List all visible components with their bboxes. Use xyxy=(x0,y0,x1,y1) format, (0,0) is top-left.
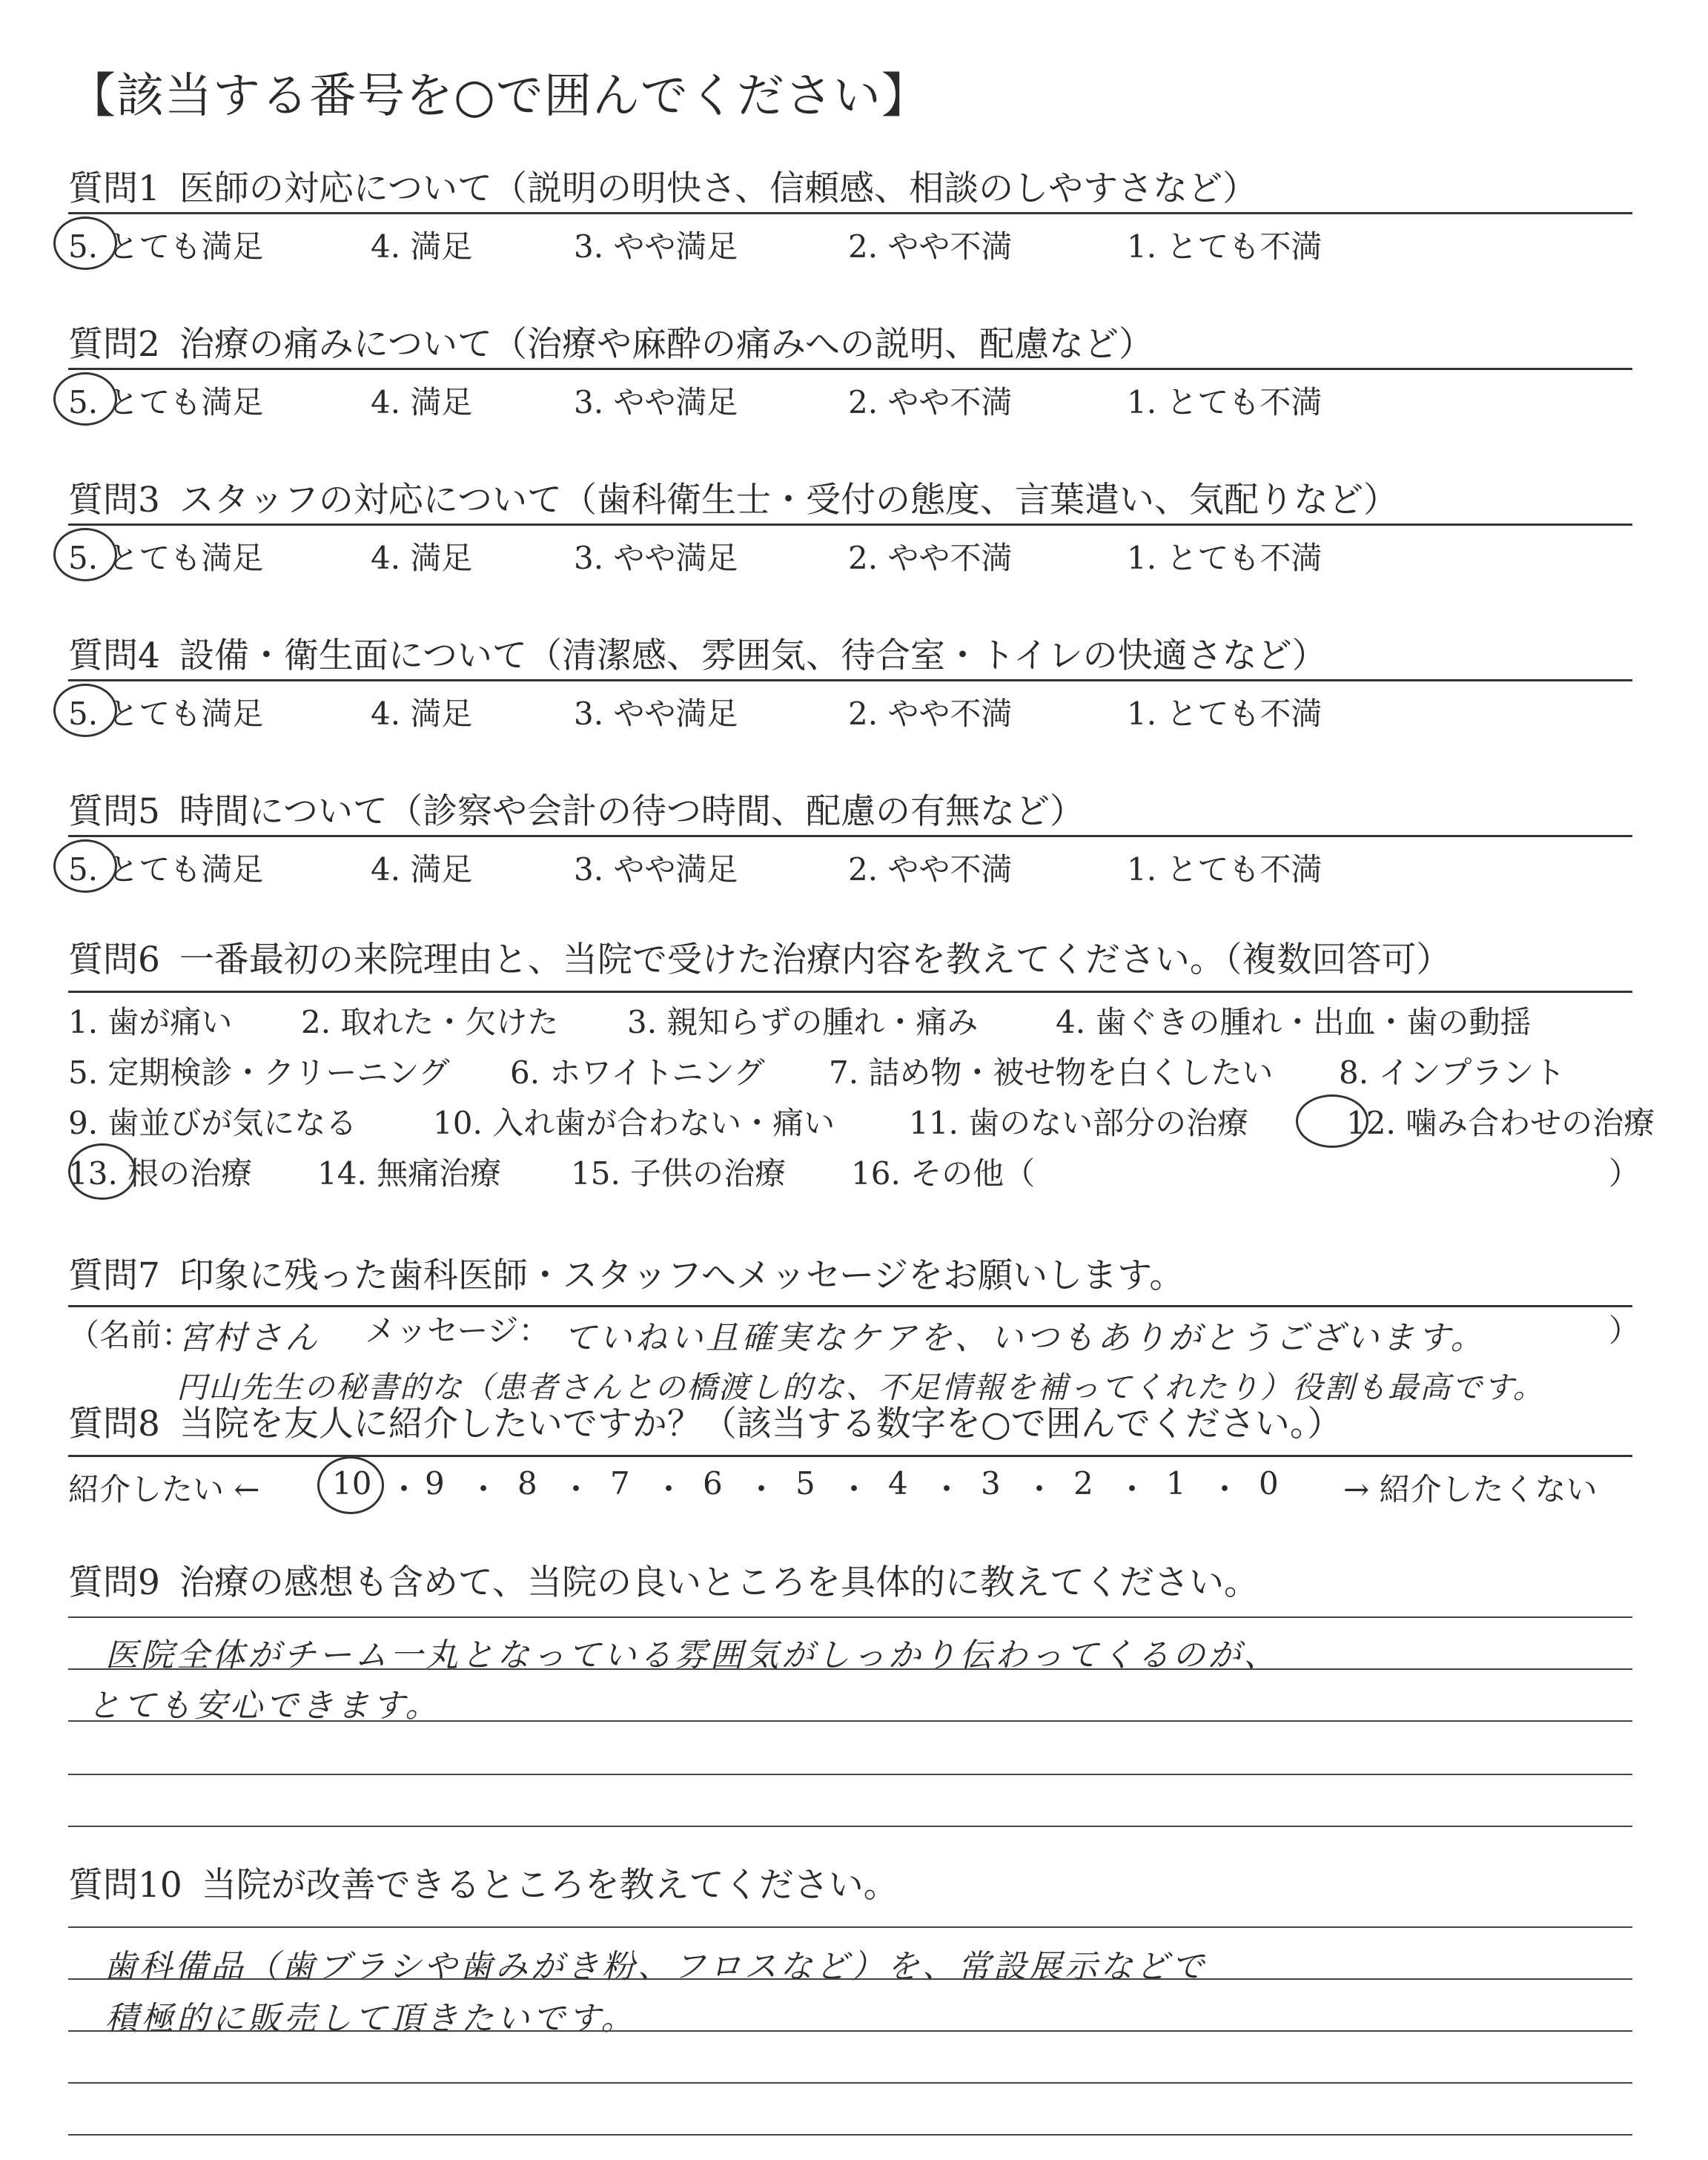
rating-option-3[interactable]: 3. やや満足 xyxy=(574,851,738,888)
rating-option-3[interactable]: 3. やや満足 xyxy=(574,696,738,732)
scale-value-0[interactable]: 0 xyxy=(1259,1465,1279,1502)
question-text: 設備・衛生面について（清潔感、雰囲気、待合室・トイレの快適さなど） xyxy=(179,635,1327,676)
reason-option-10[interactable]: 10. 入れ歯が合わない・痛い xyxy=(433,1105,835,1141)
writing-line xyxy=(68,1978,1632,1980)
handwritten-answer-line-2: とても安心できます。 xyxy=(87,1687,441,1725)
scale-separator: ・ xyxy=(838,1471,870,1507)
rating-option-1[interactable]: 1. とても不満 xyxy=(1127,228,1323,265)
rating-option-4[interactable]: 4. 満足 xyxy=(371,851,473,888)
question-6 xyxy=(68,936,1640,985)
rating-option-5[interactable]: 5. とても満足 xyxy=(68,228,264,265)
divider xyxy=(68,524,1632,526)
question-1 xyxy=(68,165,1640,214)
question-text: 当院を友人に紹介したいですか？（該当する数字を○で囲んでください。） xyxy=(179,1404,1343,1444)
reason-option-14[interactable]: 14. 無痛治療 xyxy=(317,1155,502,1192)
rating-option-2[interactable]: 2. やや不満 xyxy=(848,384,1013,420)
scale-separator: ・ xyxy=(653,1471,685,1507)
handwritten-message-line-1: ていねい且確実なケアを、いつもありがとうございます。 xyxy=(563,1319,1486,1357)
rating-option-1[interactable]: 1. とても不満 xyxy=(1127,384,1323,420)
rating-option-4[interactable]: 4. 満足 xyxy=(371,384,473,420)
scale-value-9[interactable]: 9 xyxy=(425,1465,445,1502)
close-paren: ） xyxy=(1609,1312,1641,1349)
question-2 xyxy=(68,320,1640,369)
divider xyxy=(68,991,1632,993)
scale-value-5[interactable]: 5 xyxy=(795,1465,815,1502)
question-5 xyxy=(68,787,1640,836)
question-text: 印象に残った歯科医師・スタッフへメッセージをお願いします。 xyxy=(179,1255,1185,1296)
rating-option-4[interactable]: 4. 満足 xyxy=(371,228,473,265)
other-close-paren: ） xyxy=(1609,1155,1641,1192)
writing-line xyxy=(68,2030,1632,2032)
handwritten-answer-line-1: 医院全体がチーム一丸となっている雰囲気がしっかり伝わってくるのが、 xyxy=(105,1636,1280,1674)
rating-option-1[interactable]: 1. とても不満 xyxy=(1127,851,1323,888)
rating-option-1[interactable]: 1. とても不満 xyxy=(1127,540,1323,576)
reason-option-16[interactable]: 16. その他（ xyxy=(851,1155,1036,1192)
scale-separator: ・ xyxy=(468,1471,500,1507)
scale-separator: ・ xyxy=(388,1471,420,1507)
writing-line xyxy=(68,2134,1632,2136)
question-text: 時間について（診察や会計の待つ時間、配慮の有無など） xyxy=(179,791,1085,832)
rating-option-5[interactable]: 5. とても満足 xyxy=(68,384,264,420)
rating-option-5[interactable]: 5. とても満足 xyxy=(68,696,264,732)
question-4 xyxy=(68,632,1640,681)
reason-option-2[interactable]: 2. 取れた・欠けた xyxy=(301,1004,559,1040)
reason-option-15[interactable]: 15. 子供の治療 xyxy=(571,1155,787,1192)
scale-value-10[interactable]: 10 xyxy=(332,1465,372,1502)
scale-separator: ・ xyxy=(746,1471,778,1507)
scale-separator: ・ xyxy=(1024,1471,1056,1507)
question-number: 質問5 xyxy=(68,791,160,832)
rating-option-1[interactable]: 1. とても不満 xyxy=(1127,696,1323,732)
scale-value-8[interactable]: 8 xyxy=(517,1465,537,1502)
question-number: 質問2 xyxy=(68,324,160,365)
question-number: 質問10 xyxy=(68,1865,182,1906)
handwritten-answer-line-1: 歯科備品（歯ブラシや歯みがき粉、フロスなど）を、常設展示などで xyxy=(104,1948,1207,1986)
reason-option-1[interactable]: 1. 歯が痛い xyxy=(68,1004,233,1040)
question-number: 質問6 xyxy=(68,939,160,980)
question-number: 質問3 xyxy=(68,480,160,521)
rating-option-2[interactable]: 2. やや不満 xyxy=(848,540,1013,576)
reason-option-5[interactable]: 5. 定期検診・クリーニング xyxy=(68,1054,450,1091)
question-text: 当院が改善できるところを教えてください。 xyxy=(201,1865,898,1906)
handwritten-name: 宮村さん xyxy=(178,1319,320,1357)
writing-line xyxy=(68,1826,1632,1827)
question-number: 質問7 xyxy=(68,1255,160,1296)
writing-line xyxy=(68,1720,1632,1722)
divider xyxy=(68,835,1632,837)
divider xyxy=(68,679,1632,681)
divider xyxy=(68,1455,1632,1457)
page-title: 【該当する番号を○で囲んでください】 xyxy=(68,69,930,124)
reason-option-11[interactable]: 11. 歯のない部分の治療 xyxy=(909,1105,1249,1141)
rating-option-3[interactable]: 3. やや満足 xyxy=(574,228,738,265)
reason-option-8[interactable]: 8. インプラント xyxy=(1339,1054,1566,1091)
scale-value-7[interactable]: 7 xyxy=(610,1465,630,1502)
rating-option-5[interactable]: 5. とても満足 xyxy=(68,851,264,888)
question-7 xyxy=(68,1252,1640,1301)
reason-option-6[interactable]: 6. ホワイトニング xyxy=(510,1054,765,1091)
question-10 xyxy=(68,1861,1640,1910)
rating-option-3[interactable]: 3. やや満足 xyxy=(574,384,738,420)
divider xyxy=(68,368,1632,370)
question-9 xyxy=(68,1559,1640,1608)
question-text: スタッフの対応について（歯科衛生士・受付の態度、言葉遣い、気配りなど） xyxy=(179,480,1398,521)
writing-line xyxy=(68,1774,1632,1775)
divider xyxy=(68,212,1632,214)
question-8 xyxy=(68,1400,1640,1449)
scale-value-4[interactable]: 4 xyxy=(888,1465,908,1502)
message-label: メッセージ： xyxy=(365,1312,550,1349)
question-number: 質問1 xyxy=(68,168,160,209)
question-3 xyxy=(68,476,1640,525)
writing-line xyxy=(68,1616,1632,1618)
reason-option-7[interactable]: 7. 詰め物・被せ物を白くしたい xyxy=(829,1054,1274,1091)
scale-value-2[interactable]: 2 xyxy=(1073,1465,1093,1502)
reason-option-9[interactable]: 9. 歯並びが気になる xyxy=(68,1105,357,1141)
question-text: 一番最初の来院理由と、当院で受けた治療内容を教えてください。（複数回答可） xyxy=(179,939,1452,980)
question-text: 治療の感想も含めて、当院の良いところを具体的に教えてください。 xyxy=(179,1562,1259,1603)
rating-option-4[interactable]: 4. 満足 xyxy=(371,696,473,732)
question-text: 治療の痛みについて（治療や麻酔の痛みへの説明、配慮など） xyxy=(179,324,1154,365)
writing-line xyxy=(68,2082,1632,2084)
scale-value-3[interactable]: 3 xyxy=(981,1465,1001,1502)
scale-separator: ・ xyxy=(1209,1471,1241,1507)
reason-option-4[interactable]: 4. 歯ぐきの腫れ・出血・歯の動揺 xyxy=(1056,1004,1532,1040)
handwritten-answer-line-2: 積極的に販売して頂きたいです。 xyxy=(105,2000,637,2038)
rating-option-2[interactable]: 2. やや不満 xyxy=(848,228,1013,265)
scale-separator: ・ xyxy=(1116,1471,1148,1507)
question-number: 質問9 xyxy=(68,1562,160,1603)
rating-option-2[interactable]: 2. やや不満 xyxy=(848,696,1013,732)
rating-option-2[interactable]: 2. やや不満 xyxy=(848,851,1013,888)
question-number: 質問8 xyxy=(68,1404,160,1444)
rating-option-4[interactable]: 4. 満足 xyxy=(371,540,473,576)
reason-option-3[interactable]: 3. 親知らずの腫れ・痛み xyxy=(627,1004,979,1040)
rating-option-3[interactable]: 3. やや満足 xyxy=(574,540,738,576)
scale-separator: ・ xyxy=(560,1471,592,1507)
recommend-left-label: 紹介したい ← xyxy=(68,1471,260,1507)
question-number: 質問4 xyxy=(68,635,160,676)
name-label: （名前： xyxy=(68,1317,193,1353)
handwritten-message-line-2: 円山先生の秘書的な（患者さんとの橋渡し的な、不足情報を補ってくれたり）役割も最高です。 xyxy=(176,1370,1545,1405)
writing-line xyxy=(68,1668,1632,1670)
scale-value-1[interactable]: 1 xyxy=(1166,1465,1186,1502)
scale-separator: ・ xyxy=(931,1471,963,1507)
recommend-right-label: → 紹介したくない xyxy=(1343,1471,1598,1507)
scale-value-6[interactable]: 6 xyxy=(703,1465,723,1502)
writing-line xyxy=(68,1926,1632,1928)
reason-option-13[interactable]: 13. 根の治療 xyxy=(68,1155,253,1192)
reason-option-12[interactable]: 12. 噛み合わせの治療 xyxy=(1346,1105,1655,1141)
rating-option-5[interactable]: 5. とても満足 xyxy=(68,540,264,576)
question-text: 医師の対応について（説明の明快さ、信頼感、相談のしやすさなど） xyxy=(179,168,1258,209)
divider xyxy=(68,1305,1632,1307)
